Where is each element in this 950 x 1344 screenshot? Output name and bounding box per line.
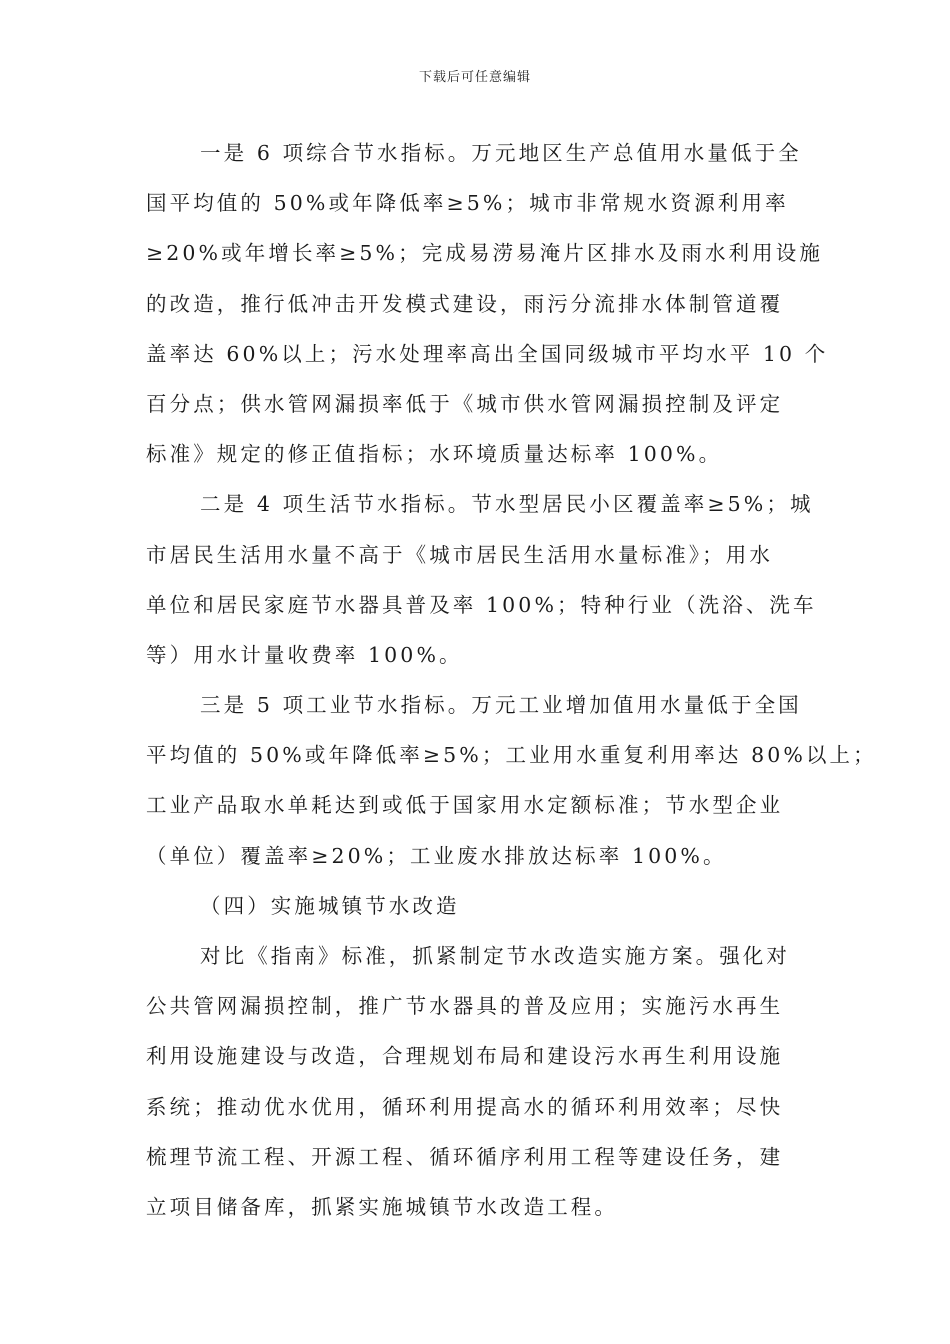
text-line: 公共管网漏损控制，推广节水器具的普及应用；实施污水再生 xyxy=(146,994,784,1019)
text-line: 对比《指南》标准，抓紧制定节水改造实施方案。强化对 xyxy=(200,944,790,968)
text-line: 梳理节流工程、开源工程、循环循序利用工程等建设任务，建 xyxy=(146,1144,784,1169)
paragraph-renovation xyxy=(146,931,810,1232)
text-line: 一是 6 项综合节水指标。万元地区生产总值用水量低于全 xyxy=(200,141,802,165)
text-line: 立项目储备库，抓紧实施城镇节水改造工程。 xyxy=(146,1194,618,1219)
text-line: （单位）覆盖率≥20%；工业废水排放达标率 100%。 xyxy=(146,843,727,868)
document-body xyxy=(146,128,877,1232)
text-line: 标准》规定的修正值指标；水环境质量达标率 100%。 xyxy=(146,442,723,467)
text-line: 单位和居民家庭节水器具普及率 100%；特种行业（洗浴、洗车 xyxy=(146,592,817,617)
text-line: 百分点；供水管网漏损率低于《城市供水管网漏损控制及评定 xyxy=(146,391,784,416)
paragraph-water-indicators xyxy=(146,128,829,479)
text-line: 二是 4 项生活节水指标。节水型居民小区覆盖率≥5%；城 xyxy=(200,492,814,517)
text-line: 平均值的 50%或年降低率≥5%；工业用水重复利用率达 80%以上； xyxy=(146,743,877,768)
text-line: 系统；推动优水优用，循环利用提高水的循环利用效率；尽快 xyxy=(146,1094,784,1119)
text-line: 市居民生活用水量不高于《城市居民生活用水量标准》；用水 xyxy=(146,542,773,567)
text-line: ≥20%或年增长率≥5%；完成易涝易淹片区排水及雨水利用设施 xyxy=(146,241,823,266)
text-line: 等）用水计量收费率 100%。 xyxy=(146,642,463,667)
text-line: 盖率达 60%以上；污水处理率高出全国同级城市平均水平 10 个 xyxy=(146,341,829,366)
text-line: 工业产品取水单耗达到或低于国家用水定额标准；节水型企业 xyxy=(146,793,784,818)
page-header: 下载后可任意编辑 xyxy=(418,70,531,85)
text-line: 三是 5 项工业节水指标。万元工业增加值用水量低于全国 xyxy=(200,693,802,718)
paragraph-industrial-indicators xyxy=(146,680,877,881)
text-line: 国平均值的 50%或年降低率≥5%；城市非常规水资源利用率 xyxy=(146,191,789,216)
text-line: 的改造，推行低冲击开发模式建设，雨污分流排水体制管道覆 xyxy=(146,291,784,316)
paragraph-living-indicators xyxy=(146,479,817,680)
text-line: 利用设施建设与改造，合理规划布局和建设污水再生利用设施 xyxy=(146,1044,784,1069)
section-heading: （四）实施城镇节水改造 xyxy=(200,893,460,918)
